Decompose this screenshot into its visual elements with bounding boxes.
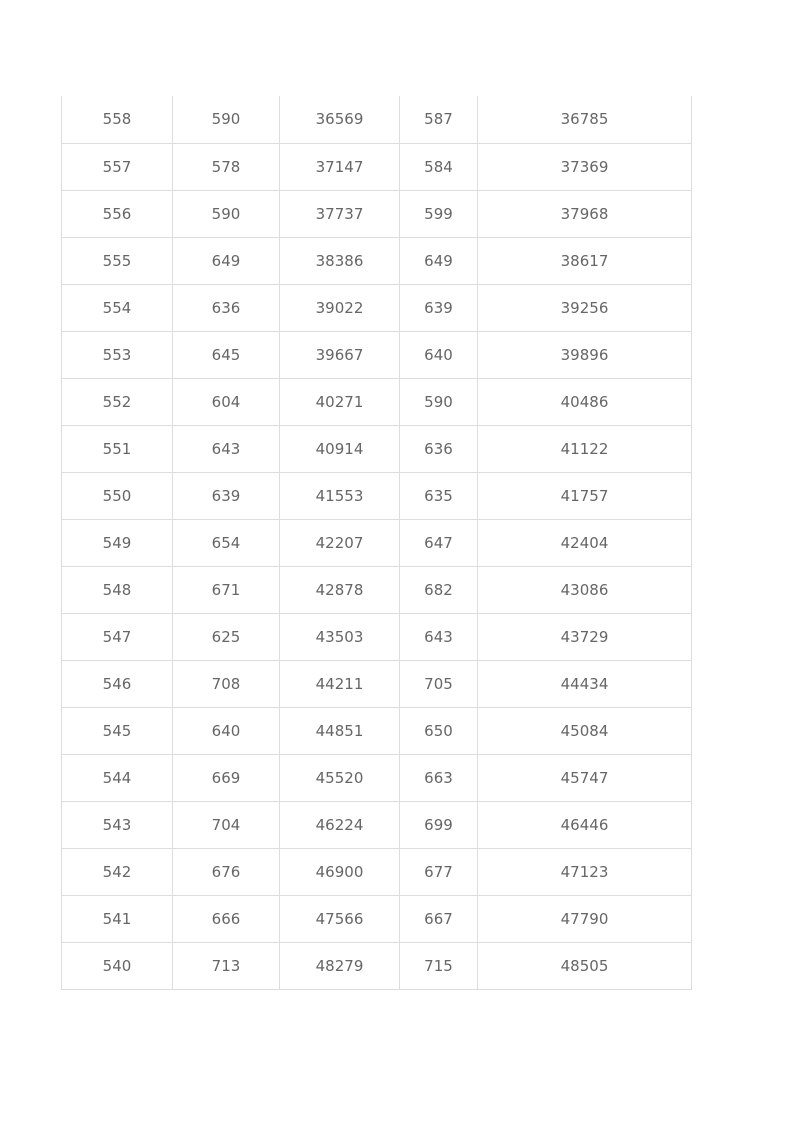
count-cell: 649 [173,237,280,284]
count-cell-2: 682 [400,566,478,613]
count-cell: 713 [173,942,280,989]
score-cell: 558 [62,96,173,143]
cumulative-cell: 41553 [280,472,400,519]
score-cell: 540 [62,942,173,989]
count-cell: 666 [173,895,280,942]
count-cell: 640 [173,707,280,754]
count-cell: 590 [173,190,280,237]
cumulative-cell-2: 41757 [478,472,692,519]
count-cell-2: 587 [400,96,478,143]
table-row [62,190,692,237]
cumulative-cell-2: 46446 [478,801,692,848]
count-cell: 669 [173,754,280,801]
cumulative-cell-2: 45747 [478,754,692,801]
count-cell: 625 [173,613,280,660]
count-cell: 636 [173,284,280,331]
cumulative-cell-2: 48505 [478,942,692,989]
table-row [62,707,692,754]
score-cell: 549 [62,519,173,566]
table-row [62,660,692,707]
cumulative-cell-2: 39896 [478,331,692,378]
count-cell-2: 584 [400,143,478,190]
score-cell: 544 [62,754,173,801]
cumulative-cell-2: 45084 [478,707,692,754]
score-cell: 555 [62,237,173,284]
cumulative-cell-2: 43729 [478,613,692,660]
score-cell: 541 [62,895,173,942]
count-cell: 578 [173,143,280,190]
cumulative-cell: 47566 [280,895,400,942]
count-cell-2: 663 [400,754,478,801]
count-cell-2: 639 [400,284,478,331]
cumulative-cell-2: 47123 [478,848,692,895]
count-cell-2: 649 [400,237,478,284]
cumulative-cell: 37147 [280,143,400,190]
table-row [62,754,692,801]
score-cell: 556 [62,190,173,237]
count-cell-2: 715 [400,942,478,989]
cumulative-cell: 44211 [280,660,400,707]
cumulative-cell: 43503 [280,613,400,660]
cumulative-cell: 42207 [280,519,400,566]
score-cell: 557 [62,143,173,190]
score-cell: 546 [62,660,173,707]
table-row [62,378,692,425]
cumulative-cell: 39022 [280,284,400,331]
table-row [62,942,692,989]
score-cell: 554 [62,284,173,331]
count-cell-2: 650 [400,707,478,754]
cumulative-cell-2: 38617 [478,237,692,284]
cumulative-cell: 46900 [280,848,400,895]
cumulative-cell-2: 37369 [478,143,692,190]
table-row [62,472,692,519]
cumulative-cell-2: 42404 [478,519,692,566]
count-cell: 643 [173,425,280,472]
cumulative-cell-2: 36785 [478,96,692,143]
count-cell: 654 [173,519,280,566]
score-cell: 550 [62,472,173,519]
cumulative-cell-2: 37968 [478,190,692,237]
cumulative-cell: 42878 [280,566,400,613]
count-cell: 676 [173,848,280,895]
count-cell-2: 699 [400,801,478,848]
count-cell: 671 [173,566,280,613]
cumulative-cell: 45520 [280,754,400,801]
table-body [62,96,692,989]
score-cell: 548 [62,566,173,613]
score-cell: 551 [62,425,173,472]
table-row [62,848,692,895]
cumulative-cell-2: 44434 [478,660,692,707]
cumulative-cell: 46224 [280,801,400,848]
table-row [62,801,692,848]
count-cell-2: 677 [400,848,478,895]
table-row [62,284,692,331]
cumulative-cell-2: 40486 [478,378,692,425]
score-cell: 552 [62,378,173,425]
cumulative-cell: 36569 [280,96,400,143]
table-row [62,566,692,613]
cumulative-cell: 44851 [280,707,400,754]
cumulative-cell: 48279 [280,942,400,989]
score-cell: 547 [62,613,173,660]
table-row [62,519,692,566]
count-cell-2: 635 [400,472,478,519]
cumulative-cell: 40914 [280,425,400,472]
cumulative-cell: 37737 [280,190,400,237]
table-row [62,143,692,190]
count-cell: 604 [173,378,280,425]
score-cell: 543 [62,801,173,848]
count-cell-2: 643 [400,613,478,660]
count-cell: 704 [173,801,280,848]
count-cell-2: 667 [400,895,478,942]
score-table [61,96,692,990]
count-cell: 639 [173,472,280,519]
table-row [62,237,692,284]
score-cell: 553 [62,331,173,378]
cumulative-cell: 39667 [280,331,400,378]
count-cell-2: 640 [400,331,478,378]
cumulative-cell-2: 39256 [478,284,692,331]
count-cell-2: 636 [400,425,478,472]
cumulative-cell: 40271 [280,378,400,425]
cumulative-cell-2: 47790 [478,895,692,942]
count-cell: 645 [173,331,280,378]
score-cell: 545 [62,707,173,754]
count-cell-2: 599 [400,190,478,237]
score-cell: 542 [62,848,173,895]
cumulative-cell: 38386 [280,237,400,284]
table-row [62,331,692,378]
count-cell-2: 590 [400,378,478,425]
table-row [62,895,692,942]
cumulative-cell-2: 43086 [478,566,692,613]
count-cell: 708 [173,660,280,707]
cumulative-cell-2: 41122 [478,425,692,472]
count-cell: 590 [173,96,280,143]
count-cell-2: 647 [400,519,478,566]
table-row [62,96,692,143]
table-row [62,425,692,472]
table-row [62,613,692,660]
count-cell-2: 705 [400,660,478,707]
